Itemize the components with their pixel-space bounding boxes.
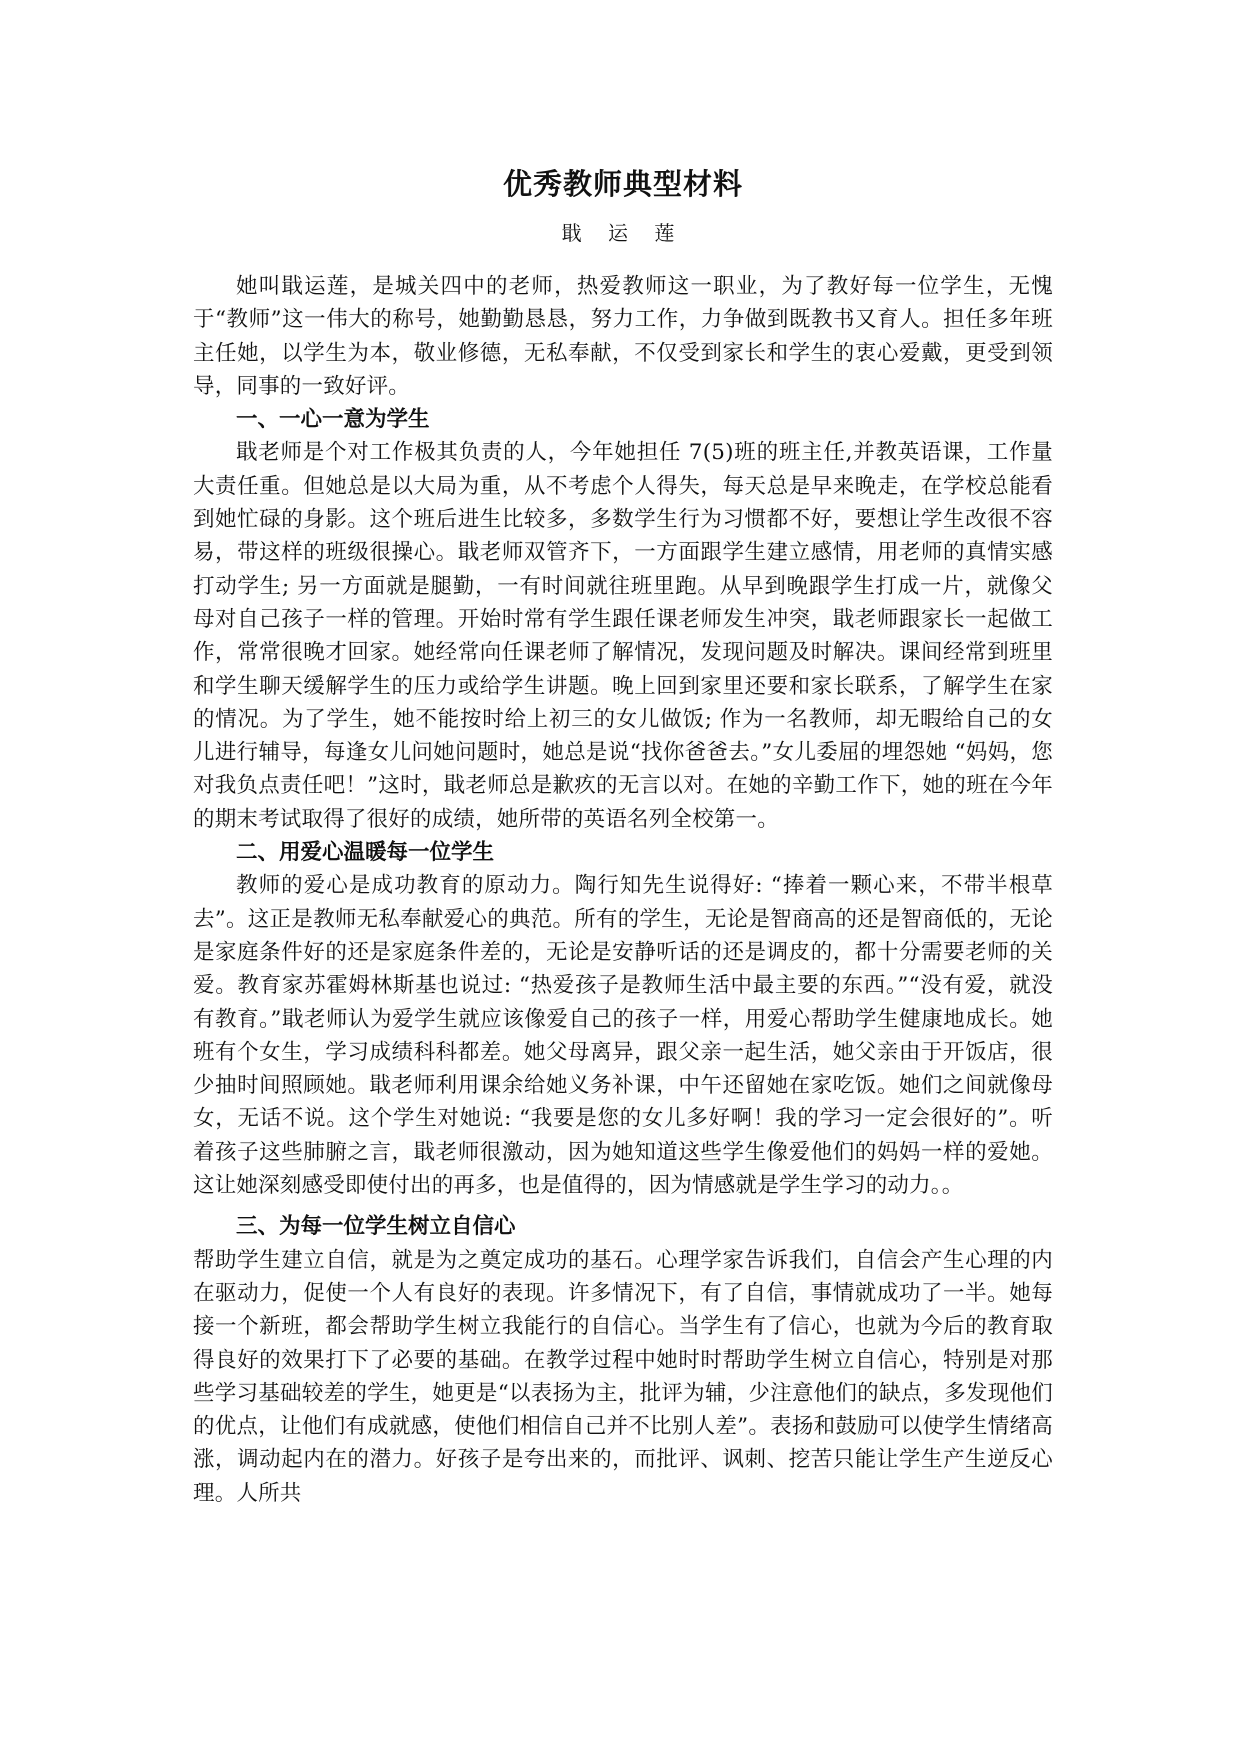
section-body-2: 教师的爱心是成功教育的原动力。陶行知先生说得好: “捧着一颗心来，不带半根草去”。这正是教师无私奉献爱心的典范。所有的学生，无论是智商高的还是智商低的，无论是家庭条件好的还是家庭条件差的，无论是安静听话的还是调皮的，都十分需要老师的关爱。教育家苏霍姆林斯基也说过: “热爱孩子是教师生活中最主要的东西。”“没有爱，就没有教育。”戢老师认为爱学生就应该像爱自己的孩子一样，用爱心帮助学生健康地成长。她班有个女生，学习成绩科科都差。她父母离异，跟父亲一起生活，她父亲由于开饭店，很少抽时间照顾她。戢老师利用课余给她义务补课，中午还留她在家吃饭。她们之间就像母女，无话不说。这个学生对她说: “我要是您的女儿多好啊！我的学习一定会很好的”。听着孩子这些肺腑之言，戢老师很激动，因为她知道这些学生像爱他们的妈妈一样的爱她。这让她深刻感受即使付出的再多，也是值得的，因为情感就是学生学习的动力。。 (193, 873, 1053, 1199)
section-heading-3: 三、为每一位学生树立自信心 (236, 1214, 516, 1240)
section-heading-1: 一、一心一意为学生 (236, 407, 430, 433)
document-title: 优秀教师典型材料 (502, 167, 743, 201)
intro-paragraph: 她叫戢运莲，是城关四中的老师，热爱教师这一职业，为了教好每一位学生，无愧于“教师”这一伟大的称号，她勤勤恳恳，努力工作，力争做到既教书又育人。担任多年班主任她，以学生为本，敬业修德，无私奉献，不仅受到家长和学生的衷心爱戴，更受到领导，同事的一致好评。 (193, 274, 1053, 399)
section-body-3: 帮助学生建立自信，就是为之奠定成功的基石。心理学家告诉我们，自信会产生心理的内在驱动力，促使一个人有良好的表现。许多情况下，有了自信，事情就成功了一半。她每接一个新班，都会帮助学生树立我能行的自信心。当学生有了信心，也就为今后的教育取得良好的效果打下了必要的基础。在教学过程中她时时帮助学生树立自信心，特别是对那些学习基础较差的学生，她更是“以表扬为主，批评为辅，少注意他们的缺点，多发现他们的优点，让他们有成就感，使他们相信自己并不比别人差”。表扬和鼓励可以使学生情绪高涨，调动起内在的潜力。好孩子是夸出来的，而批评、讽刺、挖苦只能让学生产生逆反心理。人所共 (193, 1247, 1053, 1506)
document-content (193, 162, 1053, 1510)
document-author: 戢 运 莲 (561, 221, 685, 245)
section-heading-2: 二、用爱心温暖每一位学生 (236, 840, 495, 866)
section-body-1: 戢老师是个对工作极其负责的人，今年她担任 7(5)班的班主任,并教英语课，工作量大责任重。但她总是以大局为重，从不考虑个人得失，每天总是早来晚走，在学校总能看到她忙碌的身影。这个班后进生比较多，多数学生行为习惯都不好，要想让学生改很不容易，带这样的班级很操心。戢老师双管齐下，一方面跟学生建立感情，用老师的真情实感打动学生; 另一方面就是腿勤，一有时间就往班里跑。从早到晚跟学生打成一片，就像父母对自己孩子一样的管理。开始时常有学生跟任课老师发生冲突，戢老师跟家长一起做工作，常常很晚才回家。她经常向任课老师了解情况，发现问题及时解决。课间经常到班里和学生聊天缓解学生的压力或给学生讲题。晚上回到家里还要和家长联系，了解学生在家的情况。为了学生，她不能按时给上初三的女儿做饭; 作为一名教师，却无暇给自己的女儿进行辅导，每逢女儿问她问题时，她总是说“找你爸爸去。”女儿委屈的埋怨她 “妈妈，您对我负点责任吧！”这时，戢老师总是歉疚的无言以对。在她的辛勤工作下，她的班在今年的期末考试取得了很好的成绩，她所带的英语名列全校第一。 (193, 440, 1053, 832)
